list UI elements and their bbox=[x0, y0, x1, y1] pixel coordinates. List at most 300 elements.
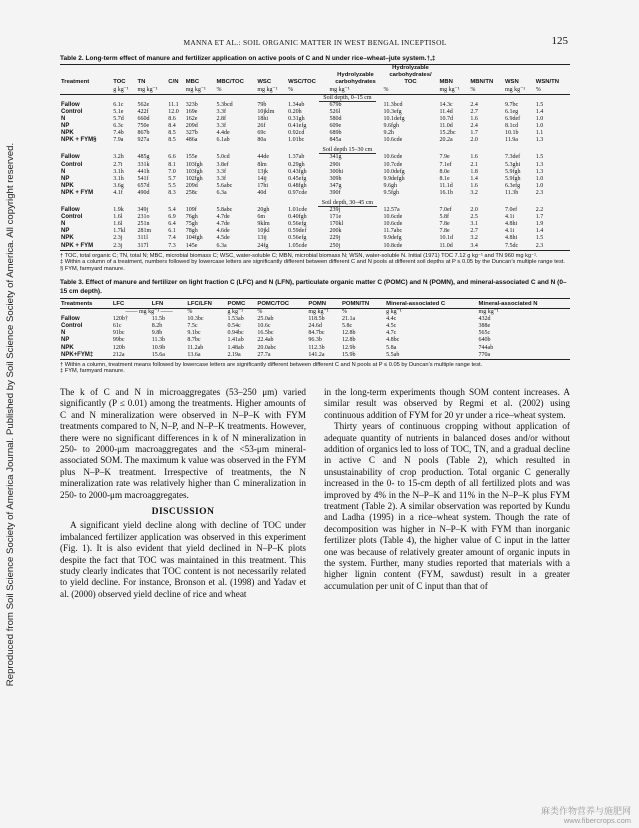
table-cell: 281m bbox=[137, 228, 152, 235]
table2-section-label bbox=[256, 200, 438, 207]
row-label: Fallow bbox=[61, 101, 80, 108]
table-cell: 8.1 bbox=[168, 161, 176, 168]
t3-col-pomc-toc: POMC/TOC bbox=[256, 299, 307, 309]
table3-footnotes bbox=[60, 362, 570, 375]
table-row bbox=[60, 207, 570, 214]
table-cell: 6.1eg bbox=[504, 108, 519, 115]
t2-unit bbox=[60, 87, 112, 95]
table-cell: 0.54c bbox=[227, 323, 241, 330]
table-cell: 7.4b bbox=[113, 130, 124, 137]
row-label: NPK bbox=[61, 182, 74, 189]
table-cell: 15.6a bbox=[151, 352, 187, 360]
table-cell: 609e bbox=[329, 123, 342, 130]
t2-col-wsc: WSC bbox=[257, 79, 272, 86]
table-cell: 2.3 bbox=[535, 189, 544, 196]
table-cell: 2.7 bbox=[470, 228, 478, 235]
table-cell: 7.0ef bbox=[439, 207, 452, 214]
table-cell: 9.1bc bbox=[187, 330, 201, 337]
t2-unit: % bbox=[287, 87, 328, 95]
watermark-line: 麻类作物营养与施肥网 bbox=[540, 806, 631, 816]
table-cell: 4.8bc bbox=[386, 337, 400, 344]
t3-footnote: † Within a column, treatment means followed by lowercase letters are significantly different between different C and N pools at P ≤ 0.05 by Duncan’s multiple range test. bbox=[60, 361, 483, 368]
table-cell: 2.3j bbox=[113, 235, 123, 242]
table-cell: 0.40fgh bbox=[288, 214, 307, 221]
table-cell: 1.7 bbox=[470, 130, 478, 137]
row-label: NP bbox=[61, 228, 70, 235]
row-label: N bbox=[61, 221, 66, 228]
table-cell: 15.9b bbox=[341, 352, 385, 360]
row-label: Control bbox=[61, 214, 83, 221]
t2-unit: % bbox=[535, 87, 570, 95]
table-cell: 112.3b bbox=[308, 344, 325, 351]
table-cell: 5.6abc bbox=[216, 182, 233, 189]
t2-unit: mg kg⁻¹ bbox=[329, 87, 383, 95]
table-cell: 750e bbox=[137, 123, 150, 130]
table-cell: 7.9e bbox=[439, 154, 450, 161]
table-cell: 1.4 bbox=[470, 175, 478, 182]
right-column bbox=[324, 387, 570, 600]
section-label-text: Soil depth 15–30 cm bbox=[319, 147, 377, 154]
table-cell: 13.6a bbox=[186, 352, 226, 360]
table-cell: 4.6de bbox=[216, 228, 230, 235]
table2-header-row bbox=[60, 65, 570, 87]
t2-unit: mg kg⁻¹ bbox=[137, 87, 168, 95]
table-cell: 1.41ab bbox=[227, 337, 244, 344]
table-cell: 1.05cde bbox=[287, 243, 328, 251]
table-cell: 16.5bc bbox=[257, 330, 274, 337]
row-label: NP bbox=[61, 337, 70, 344]
table-cell: 6.1c bbox=[113, 101, 124, 108]
t2-col-wsc-toc: WSC/TOC bbox=[288, 79, 316, 86]
table-cell: 4.5de bbox=[216, 235, 230, 242]
table-cell: 422f bbox=[137, 108, 149, 115]
row-label: N bbox=[61, 330, 66, 337]
table-cell: 0.29gh bbox=[288, 161, 305, 168]
t3-col-pomn: POMN bbox=[307, 299, 341, 309]
row-label: Control bbox=[61, 323, 83, 330]
table-cell: 9.6fgh bbox=[383, 123, 400, 130]
table-cell: 8.0e bbox=[439, 168, 450, 175]
table-cell: 3.3f bbox=[216, 175, 226, 182]
table-cell: 212a bbox=[112, 352, 151, 360]
table3-header-row bbox=[60, 299, 570, 309]
table-cell: 25.0ab bbox=[257, 316, 274, 323]
table-cell: 2.7 bbox=[470, 108, 478, 115]
table-cell: 5.7 bbox=[168, 175, 176, 182]
t3-unit: % bbox=[341, 309, 347, 316]
table-cell: 13jk bbox=[257, 168, 269, 175]
table-cell: 9.2h bbox=[383, 130, 395, 137]
table-cell: 8.7bc bbox=[187, 337, 201, 344]
table-cell: 11.3b bbox=[151, 337, 166, 344]
t2-col-wsn: WSN bbox=[504, 79, 519, 86]
table-cell: 8.5 bbox=[168, 137, 176, 144]
table-cell: 18hi bbox=[257, 115, 269, 122]
table-cell: 6.3efg bbox=[504, 182, 521, 189]
table-cell: 4.8hi bbox=[504, 221, 518, 228]
t3-col-pomc: POMC bbox=[227, 299, 257, 309]
table-cell: 4.7de bbox=[216, 214, 230, 221]
table-cell: 258c bbox=[185, 189, 198, 196]
table-cell: 744ab bbox=[478, 344, 494, 351]
table-cell: 9.5fgh bbox=[383, 189, 400, 196]
t2-col-mbc: MBC bbox=[185, 79, 200, 86]
row-label: NPK bbox=[61, 344, 74, 351]
t2-unit bbox=[167, 87, 184, 95]
table-cell: 5.3bcd bbox=[216, 101, 233, 108]
running-head bbox=[60, 35, 570, 52]
t2-footnote: ‡ Within a column of a treatment, numbers followed by lowercase letters are significantly different between different C and N pools at different soil depths at P ≤ 0.05 by the Duncan’s multiple range test. bbox=[60, 259, 565, 266]
table-row bbox=[60, 130, 570, 137]
table-cell: 2.2 bbox=[535, 207, 544, 214]
t2-col-cn: C/N bbox=[168, 79, 179, 86]
t3-unit: mg kg⁻¹ bbox=[478, 309, 499, 316]
table-cell: 162e bbox=[185, 115, 198, 122]
table-cell: 170kl bbox=[329, 221, 344, 228]
table-cell: 10.0defg bbox=[383, 168, 405, 175]
table-cell: 7.8e bbox=[439, 221, 450, 228]
table-cell: 14ij bbox=[257, 175, 267, 182]
table-cell: 4.5c bbox=[386, 323, 397, 330]
t3-unit: % bbox=[257, 309, 263, 316]
table-cell: 209d bbox=[185, 182, 198, 189]
table-cell: 231o bbox=[137, 214, 150, 221]
table-row bbox=[60, 316, 570, 323]
table-cell: 1.3 bbox=[535, 161, 544, 168]
t2-footnote: † TOC, total organic C; TN, total N; MBC, microbial biomass C; WSC, water-soluble C; MBN, microbial biomass N; WSN, water-soluble N. Initial (1971) TOC 7.12 g kg⁻¹ and TN 960 mg kg⁻¹. bbox=[60, 252, 538, 259]
table-cell: 11.0d bbox=[439, 243, 470, 251]
body-paragraph: The k of C and N in microaggregates (53–250 μm) varied significantly (P ≤ 0.01) among the treatments. Higher amounts of C and N mineralization were observed in N–P–K with FYM treatments compared to N, N–P, and N–P–K treatments. However, there were no significant differences in k of N mineralization in 250- to 2000-μm macroaggregates and the <53-μm mineral-associated SOM. The maximum k value was observed in the FYM plus N–P–K treatment. Irrespective of treatments, the N mineralization rate was relatively higher than C mineralization in 250- to 2000-μm macroaggregates. bbox=[60, 386, 306, 500]
table-cell: 2.19a bbox=[227, 352, 257, 360]
t3-unit: g kg⁻¹ bbox=[386, 309, 402, 316]
body-paragraph: A significant yield decline along with decline of TOC under imbalanced fertilizer application was observed in this experiment (Fig. 1). It is also evident that yield declined in N–P–K plots despite the fact that TOC was maintained in this treatment. This study clearly indicates that TOC content is not necessarily related to yield decline. For instance, Bronson et al. (1998) and Yadav et al. (2000) observed yield decline of rice and wheat bbox=[60, 520, 306, 599]
table-cell: 5.7d bbox=[113, 115, 124, 122]
table-cell: 10.6cde bbox=[383, 221, 403, 228]
table-cell: 11.2ab bbox=[187, 344, 204, 351]
table-cell: 1.5 bbox=[535, 235, 544, 242]
table-cell: 347g bbox=[329, 182, 342, 189]
t2-unit: % bbox=[383, 87, 439, 95]
table-cell: 7.4 bbox=[168, 235, 176, 242]
table-cell: 2.0 bbox=[470, 207, 478, 214]
table-cell: 2.5 bbox=[470, 214, 478, 221]
table-cell: 1.53ab bbox=[227, 316, 244, 323]
table-cell: 1.0 bbox=[535, 182, 544, 189]
table-cell: 69c bbox=[257, 130, 267, 137]
table-cell: 7.0 bbox=[168, 168, 176, 175]
table-cell: 10.9b bbox=[151, 344, 166, 351]
t2-col-mbn-tn: MBN/TN bbox=[470, 79, 494, 86]
table-cell: 9.9defgh bbox=[383, 175, 405, 182]
table-cell: 103fgh bbox=[185, 168, 203, 175]
table-cell: 102fgh bbox=[185, 175, 203, 182]
table-cell: 1.6 bbox=[470, 154, 478, 161]
table-cell: 6.4 bbox=[168, 221, 176, 228]
table-cell: 1.3 bbox=[535, 137, 544, 144]
row-label: Control bbox=[61, 161, 83, 168]
t2-unit: mg kg⁻¹ bbox=[185, 87, 216, 95]
table-cell: 20gh bbox=[257, 207, 270, 214]
table2-section-label bbox=[256, 94, 438, 102]
row-label: NPK bbox=[61, 130, 74, 137]
row-label: NPK + FYM bbox=[60, 243, 112, 251]
table-cell: 0.94bc bbox=[227, 330, 244, 337]
table-cell: 0.31gh bbox=[288, 115, 305, 122]
table-cell: 4.7c bbox=[386, 330, 397, 337]
table-cell: 1.5 bbox=[535, 154, 544, 161]
table-cell: 0.56efg bbox=[288, 235, 307, 242]
t2-col-tn: TN bbox=[137, 79, 146, 86]
t2-unit: mg kg⁻¹ bbox=[504, 87, 535, 95]
table-cell: 1.37ab bbox=[288, 154, 305, 161]
table-cell: 388e bbox=[478, 323, 491, 330]
table-cell: 10.1defg bbox=[383, 115, 405, 122]
table-cell: 4.4de bbox=[216, 130, 230, 137]
table-cell: 10.3efg bbox=[383, 108, 402, 115]
table-cell: 300hi bbox=[329, 168, 344, 175]
table-cell: 4.1f bbox=[113, 189, 123, 196]
table-cell: 11.3bcd bbox=[383, 101, 403, 108]
t3-unit: mg kg⁻¹ bbox=[308, 309, 329, 316]
t2-col-treatment: Treatment bbox=[61, 79, 90, 86]
t2-col-hydro-toc: Hydrolyzable carbohydrates/ TOC bbox=[389, 65, 432, 86]
table-cell: 12.8b bbox=[341, 337, 356, 344]
table-row bbox=[60, 176, 570, 183]
table-cell: 390f bbox=[329, 189, 341, 196]
table-cell: 327b bbox=[185, 130, 198, 137]
t3-col-lfc-lfn: LFC/LFN bbox=[186, 299, 226, 309]
table-cell: 5.1e bbox=[113, 108, 124, 115]
table-row bbox=[60, 183, 570, 190]
table-cell: 239j bbox=[329, 207, 341, 214]
table-row bbox=[60, 243, 570, 251]
table2-section-row bbox=[60, 147, 570, 154]
t2-unit: g kg⁻¹ bbox=[112, 87, 136, 95]
table-cell: 0.43fgh bbox=[288, 168, 307, 175]
t3-unit: % bbox=[187, 309, 193, 316]
t2-col-toc: TOC bbox=[113, 79, 126, 86]
table-cell: 12.8b bbox=[341, 330, 356, 337]
table-cell: 99bc bbox=[112, 337, 125, 344]
table-cell: 120b† bbox=[112, 316, 128, 323]
table-cell: 17hi bbox=[257, 182, 269, 189]
table-cell: 10jklm bbox=[257, 108, 275, 115]
table-cell: 6.9 bbox=[168, 214, 176, 221]
row-label: Fallow bbox=[61, 207, 80, 214]
table-cell: 541f bbox=[137, 175, 149, 182]
table-cell: 562e bbox=[137, 101, 150, 108]
spacer bbox=[439, 94, 570, 102]
row-label: NPK bbox=[61, 235, 74, 242]
table-cell: 61c bbox=[112, 323, 122, 330]
table-cell: 21.1a bbox=[341, 316, 356, 323]
table2-section-label bbox=[256, 147, 438, 154]
table-cell: 2.4 bbox=[470, 101, 478, 108]
table-cell: 11.0d bbox=[439, 123, 453, 130]
table-cell: 12.57a bbox=[383, 207, 400, 214]
table-cell: 1.9k bbox=[113, 207, 124, 214]
table-cell: 5.5 bbox=[168, 182, 176, 189]
t2-footnote: § FYM, farmyard manure. bbox=[60, 265, 125, 272]
table-cell: 5.3ghi bbox=[504, 161, 521, 168]
table-cell: 3.3f bbox=[216, 108, 226, 115]
table-cell: 341g bbox=[329, 154, 342, 161]
table-cell: 1.8 bbox=[470, 168, 478, 175]
table-row bbox=[60, 190, 570, 197]
table-cell: 10.7cde bbox=[383, 161, 403, 168]
row-label: NPK+FYM‡ bbox=[60, 352, 112, 360]
row-label: Fallow bbox=[61, 316, 80, 323]
table-cell: 290i bbox=[329, 161, 341, 168]
row-label: N bbox=[61, 115, 66, 122]
table-cell: 7.3 bbox=[167, 243, 184, 251]
table-cell: 1.6 bbox=[470, 115, 478, 122]
discussion-heading: DISCUSSION bbox=[151, 506, 215, 518]
table-row bbox=[60, 221, 570, 228]
table-cell: 10.1b bbox=[504, 130, 519, 137]
table-cell: 103fgh bbox=[185, 161, 203, 168]
t2-col-wsn-tn: WSN/TN bbox=[535, 79, 559, 86]
table2-units-row bbox=[60, 87, 570, 95]
table-cell: 8.2b bbox=[151, 323, 163, 330]
spacer bbox=[439, 200, 570, 207]
table-cell: 927a bbox=[137, 137, 150, 144]
table-cell: 5.9fgh bbox=[504, 175, 521, 182]
table-cell: 6.1ab bbox=[216, 137, 230, 144]
table-cell: 309h bbox=[329, 175, 342, 182]
table-cell: 7.5dc bbox=[504, 243, 535, 251]
table-cell: 5.9fgh bbox=[504, 168, 521, 175]
table-cell: 104fgh bbox=[185, 235, 203, 242]
table-cell: 250j bbox=[329, 243, 383, 251]
section-label-text: Soil depth, 0–15 cm bbox=[319, 95, 375, 102]
table-cell: 11.1d bbox=[439, 182, 453, 189]
copyright-sidebar bbox=[0, 0, 22, 828]
table-cell: 441h bbox=[137, 168, 150, 175]
table-cell: 867b bbox=[137, 130, 150, 137]
table2 bbox=[60, 64, 570, 250]
table-cell: 8.1e bbox=[439, 175, 450, 182]
table-cell: 331k bbox=[137, 161, 150, 168]
body-paragraph: Thirty years of continuous cropping without application of adequate quantity of nutrients in balanced doses and/or without addition of organics led to loss of TOC, TN, and a gradual decline in active C and N pools (Table 2), which resulted in unsustainability of crop production. Total organic C generally increased in the 0- to 15-cm depth of all fertilized plots and was improved by 4% in the N–P–K and 11% in the N–P–K plus FYM treatment (Table 2). A similar observation was reported by Kundu and Ladha (1995) in a rice–wheat system. Though the rate of decomposition was higher in N–P–K with FYM than inorganic fertilizer plots (Table 4), the higher value of C input in the latter one was because of relatively greater amount of organic inputs in the system. Further, many studies reported that materials with a higher lignin content (FYM, sawdust) result in a greater accumulation per unit of C input than that of bbox=[324, 421, 570, 591]
table-cell: 845a bbox=[329, 137, 342, 144]
t2-unit: % bbox=[215, 87, 256, 95]
table-cell: 1.6 bbox=[470, 182, 478, 189]
t2-unit: % bbox=[469, 87, 504, 95]
table-cell: 84.7bc bbox=[308, 330, 325, 337]
table-cell: 3.4 bbox=[469, 243, 504, 251]
table-cell: 11.7abc bbox=[383, 228, 403, 235]
table-row bbox=[60, 137, 570, 144]
table-cell: 10.7d bbox=[439, 115, 454, 122]
table-cell: 15.2bc bbox=[439, 130, 456, 137]
table-cell: 1.9 bbox=[535, 221, 544, 228]
table-cell: 1.1 bbox=[535, 130, 544, 137]
table-cell: 1.6l bbox=[113, 214, 123, 221]
table-cell: 145e bbox=[185, 243, 216, 251]
table-cell: 2.1 bbox=[470, 161, 478, 168]
table-cell: 12.0 bbox=[168, 108, 179, 115]
table-cell: 1.4 bbox=[535, 228, 544, 235]
table-cell: 76gh bbox=[185, 214, 198, 221]
spacer bbox=[60, 94, 256, 102]
table-cell: 5.0cd bbox=[216, 154, 230, 161]
t3-unit: g kg⁻¹ bbox=[227, 309, 244, 316]
table-cell: 11.1 bbox=[168, 101, 179, 108]
table-cell: 120b bbox=[112, 344, 125, 351]
table-cell: 24fg bbox=[256, 243, 287, 251]
table-cell: 171e bbox=[329, 214, 342, 221]
table-cell: 4.4c bbox=[386, 316, 397, 323]
table-cell: 5.8f bbox=[439, 214, 450, 221]
t3-col-lfc: LFC bbox=[112, 299, 151, 309]
table-cell: 44de bbox=[257, 154, 270, 161]
table2-footnotes bbox=[60, 253, 570, 273]
table-cell: 1.3 bbox=[535, 168, 544, 175]
t3-footnote: ‡ FYM, farmyard manure. bbox=[60, 368, 125, 375]
table-cell: 6.1 bbox=[168, 228, 176, 235]
table-cell: 78gh bbox=[185, 228, 198, 235]
table-cell: 10.6cde bbox=[383, 154, 403, 161]
table-cell: 1.6l bbox=[113, 221, 123, 228]
table-cell: 1.0 bbox=[535, 175, 544, 182]
table-cell: 1.7 bbox=[535, 214, 544, 221]
table-cell: 3.1h bbox=[113, 168, 124, 175]
row-label: NPK + FYM bbox=[61, 189, 94, 196]
table-cell: 7.3def bbox=[504, 154, 521, 161]
t3-col-lfn: LFN bbox=[151, 299, 187, 309]
table-cell: 8.6 bbox=[168, 115, 176, 122]
table-cell: 0.97cde bbox=[288, 189, 307, 196]
table-cell: 323b bbox=[185, 101, 198, 108]
table-cell: 14.3c bbox=[439, 101, 453, 108]
table-cell: 11.5b bbox=[151, 316, 166, 323]
table-cell: 3.8ef bbox=[216, 161, 229, 168]
table-cell: 11.3b bbox=[504, 189, 519, 196]
table-cell: 1.34ab bbox=[288, 101, 305, 108]
table-cell: 3.2 bbox=[470, 235, 478, 242]
table-cell: 3.1h bbox=[113, 175, 124, 182]
left-column bbox=[60, 387, 306, 600]
table-cell: 486a bbox=[185, 137, 198, 144]
table-cell: 5.4 bbox=[168, 207, 176, 214]
table2-section-row bbox=[60, 200, 570, 207]
table-cell: 251n bbox=[137, 221, 150, 228]
spacer bbox=[60, 147, 256, 154]
table-cell: 0.59def bbox=[288, 228, 307, 235]
table-cell: 311l bbox=[137, 235, 148, 242]
t2-col-hydro: Hydrolyzable carbohydrates bbox=[335, 72, 376, 86]
table-cell: 80a bbox=[257, 137, 267, 144]
table-cell: 3.3f bbox=[216, 168, 226, 175]
t3-col-pomn-tn: POMN/TN bbox=[341, 299, 385, 309]
table-row bbox=[60, 102, 570, 109]
table-cell: 9.8b bbox=[151, 330, 163, 337]
table-cell: 6.3c bbox=[113, 123, 124, 130]
t3-col-treatments: Treatments bbox=[60, 299, 112, 309]
table-row bbox=[60, 235, 570, 242]
table-cell: 640b bbox=[478, 337, 491, 344]
table-cell: 24.6d bbox=[308, 323, 322, 330]
table-cell: 8.5 bbox=[168, 130, 176, 137]
table-cell: 7.5c bbox=[187, 323, 198, 330]
t3-col-min-n: Mineral-associated N bbox=[478, 299, 570, 309]
table-cell: 8.1cd bbox=[504, 123, 519, 130]
table-cell: 10.3bc bbox=[187, 316, 204, 323]
table-cell: 2.0 bbox=[470, 137, 478, 144]
table-cell: 432d bbox=[478, 316, 491, 323]
running-head-title: MANNA ET AL.: SOIL ORGANIC MATTER IN WEST BENGAL INCEPTISOL bbox=[183, 38, 447, 47]
